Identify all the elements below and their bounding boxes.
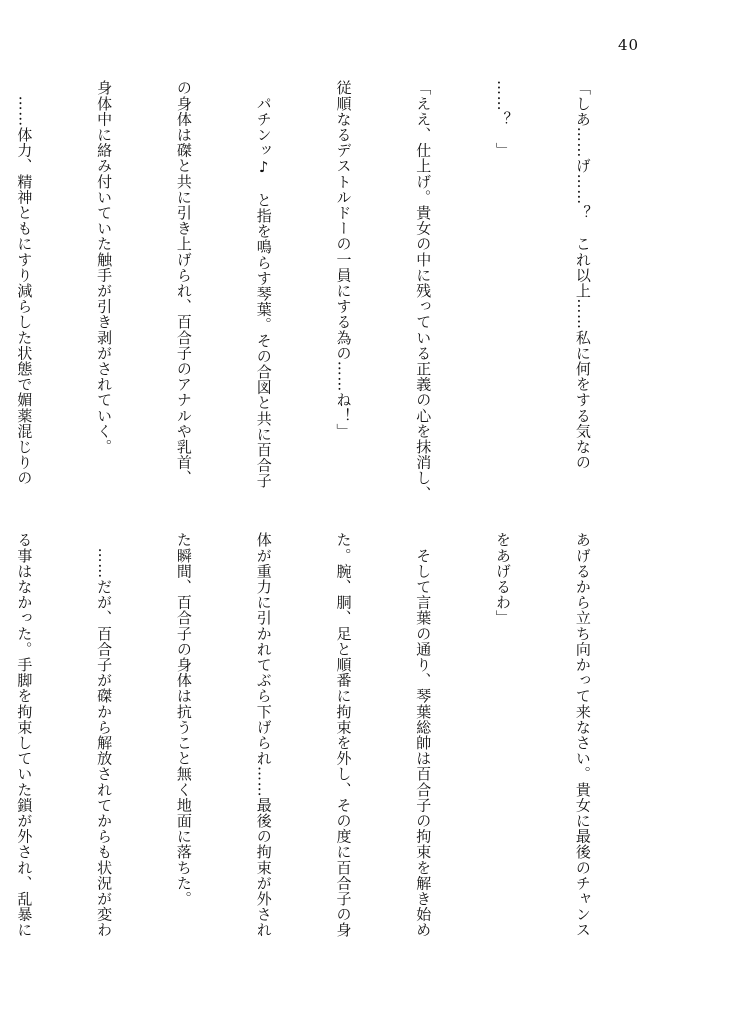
text-line: ……体力、精神ともにすり減らした状態で媚薬混じりの: [15, 80, 34, 486]
text-line: ……？ 」: [494, 80, 513, 158]
top-text-block: [15, 80, 649, 502]
text-line: パチンッ♪ と指を鳴らす琴葉。その合図と共に百合子: [254, 80, 273, 489]
text-line: 「ええ、仕上げ。貴女の中に残っている正義の心を抹消し、: [414, 80, 433, 502]
page-number: 40: [618, 36, 640, 54]
text-line: る事はなかった。手脚を拘束していた鎖が外され、乱暴に: [15, 532, 34, 938]
text-line: 体が重力に引かれてぶら下げられ……最後の拘束が外され: [254, 532, 273, 938]
text-line: 従順なるデストルドーの一員にする為の……ね！」: [334, 80, 353, 439]
text-line: た瞬間、百合子の身体は抗うこと無く地面に落ちた。: [174, 532, 193, 907]
text-line: あげるから立ち向かって来なさい。貴女に最後のチャンス: [573, 532, 592, 938]
text-line: そして言葉の通り、琴葉総帥は百合子の拘束を解き始め: [414, 532, 433, 938]
bottom-text-block: [15, 532, 649, 950]
text-line: 身体中に絡み付いていた触手が引き剥がされていく。: [95, 80, 114, 455]
text-line: をあげるわ」: [494, 532, 513, 626]
text-line: の身体は磔と共に引き上げられ、百合子のアナルや乳首、: [174, 80, 193, 486]
text-line: 「しあ……げ……？ これ以上……私に何をする気なの: [573, 80, 592, 470]
text-line: ……だが、百合子が磔から解放されてからも状況が変わ: [95, 532, 114, 938]
text-line: た。腕、胴、足と順番に拘束を外し、その度に百合子の身: [334, 532, 353, 938]
